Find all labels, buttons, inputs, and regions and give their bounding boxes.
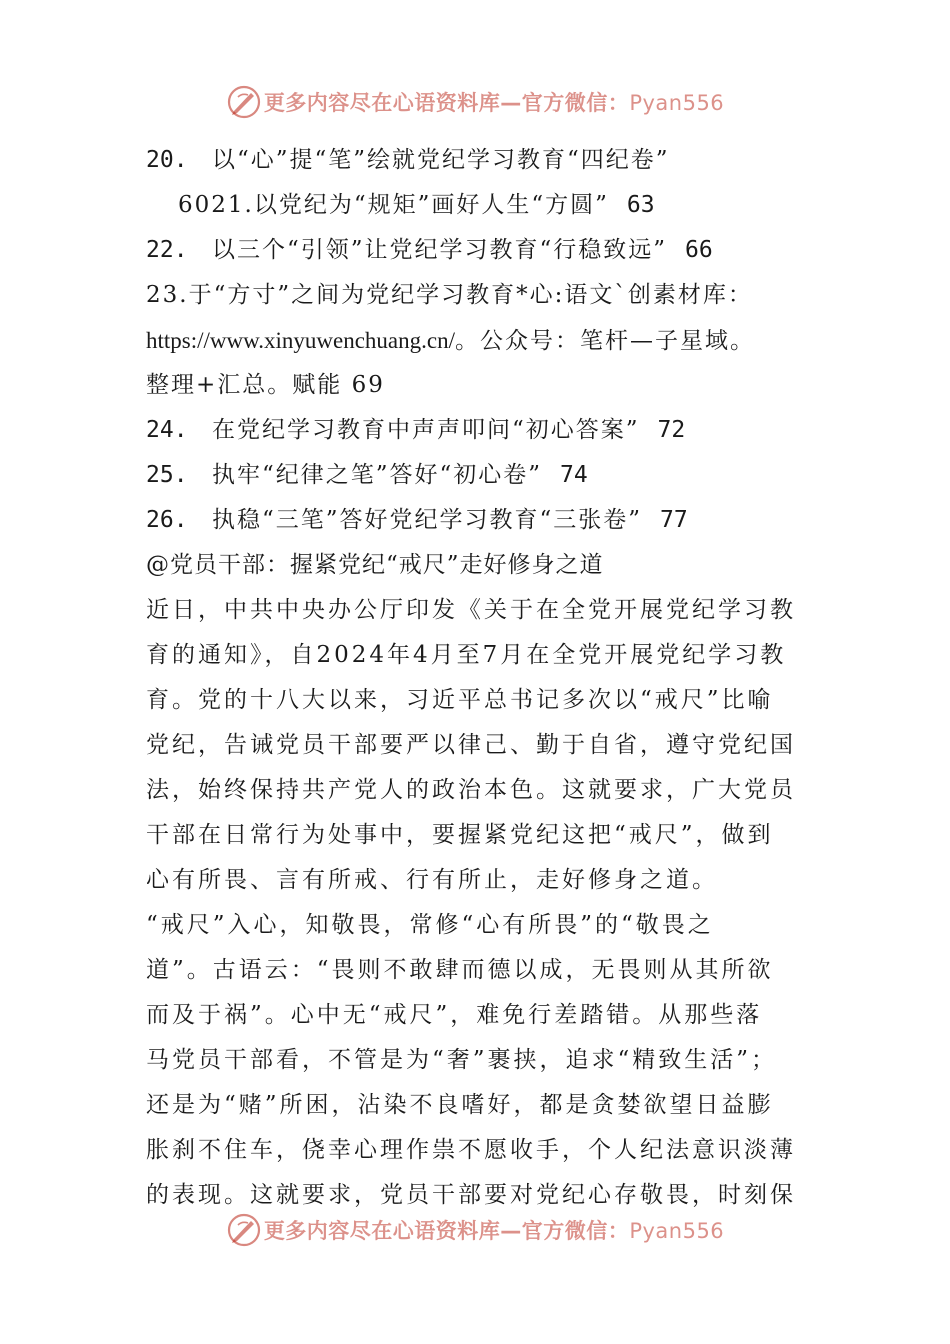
paragraph-line: 心有所畏、言有所戒、行有所止，走好修身之道。 (146, 867, 718, 893)
header-banner (0, 82, 950, 122)
toc-item-22: 22. 以三个“引领”让党纪学习教育“行稳致远” 66 (146, 237, 713, 263)
banner-text: 更多内容尽在心语资料库—官方微信：Pyan556 (263, 91, 725, 115)
paragraph-line: 道”。古语云：“畏则不敢肆而德以成，无畏则从其所欲 (146, 957, 774, 983)
toc-item-23-line2: https://www.xinyuwenchuang.cn/。公众号：笔杆—子星域。 (146, 328, 755, 354)
document-body (146, 138, 806, 1218)
paragraph-2 (146, 903, 806, 1218)
paragraph-line: 法，始终保持共产党人的政治本色。这就要求，广大党员 (146, 777, 796, 803)
paragraph-line: 党纪，告诫党员干部要严以律己、勤于自省，遵守党纪国 (146, 732, 796, 758)
paragraph-line: 干部在日常行为处事中，要握紧党纪这把“戒尺”，做到 (146, 822, 774, 848)
toc-item-20: 20. 以“心”提“笔”绘就党纪学习教育“四纪卷” (146, 147, 670, 173)
paragraph-line: “戒尺”入心，知敬畏，常修“心有所畏”的“敬畏之 (146, 912, 714, 938)
paragraph-line: 胀刹不住车，侥幸心理作祟不愿收手，个人纪法意识淡薄 (146, 1137, 796, 1163)
pen-logo-icon (226, 1212, 262, 1248)
toc-item-25: 25. 执牢“纪律之笔”答好“初心卷” 74 (146, 462, 588, 488)
toc-item-24: 24. 在党纪学习教育中声声叩问“初心答案” 72 (146, 417, 686, 443)
toc-item-23-line3: 整理+汇总。赋能 69 (146, 372, 385, 398)
paragraph-line: 近日，中共中央办公厅印发《关于在全党开展党纪学习教 (146, 597, 796, 623)
toc-item-26: 26. 执稳“三笔”答好党纪学习教育“三张卷” 77 (146, 507, 688, 533)
paragraph-line: 的表现。这就要求，党员干部要对党纪心存敬畏，时刻保 (146, 1182, 796, 1208)
paragraph-line: 育的通知》，自2024年4月至7月在全党开展党纪学习教 (146, 642, 787, 668)
paragraph-line: 还是为“赌”所困，沾染不良嗜好，都是贪婪欲望日益膨 (146, 1092, 774, 1118)
article-heading: @党员干部：握紧党纪“戒尺”走好修身之道 (146, 552, 604, 578)
paragraph-1 (146, 588, 806, 903)
pen-logo-icon (226, 84, 262, 120)
source-url-link[interactable]: https://www.xinyuwenchuang.cn/ (146, 328, 455, 353)
paragraph-line: 马党员干部看，不管是为“奢”裹挟，追求“精致生活”； (146, 1047, 778, 1073)
banner-text: 更多内容尽在心语资料库—官方微信：Pyan556 (263, 1219, 725, 1243)
toc-item-21: 6021.以党纪为“规矩”画好人生“方圆” 63 (178, 192, 655, 218)
toc-item-23-line1: 23.于“方寸”之间为党纪学习教育*心:语文`创素材库： (146, 282, 753, 308)
footer-banner (0, 1210, 950, 1250)
paragraph-line: 育。党的十八大以来，习近平总书记多次以“戒尺”比喻 (146, 687, 774, 713)
paragraph-line: 而及于祸”。心中无“戒尺”，难免行差踏错。从那些落 (146, 1002, 763, 1028)
